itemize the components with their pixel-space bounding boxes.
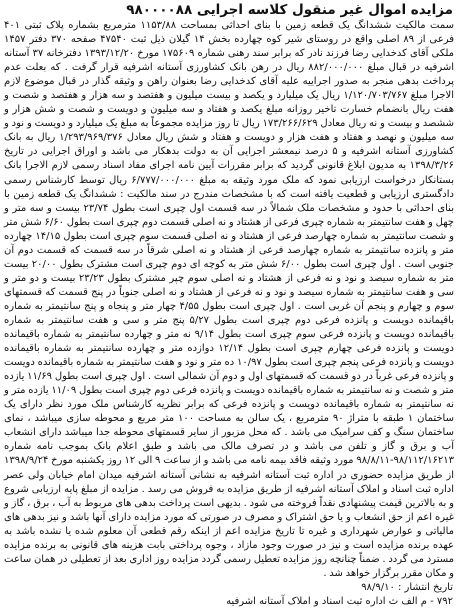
notice-body: سمت مالکیت ششدانگ یک قطعه زمین با بنای احداثی بمساحت ۱۱۵۳/۸۸ مترمربع بشماره پلاک ثبتی ۴۰۱ فرعی از ۸۹ اصلی واقع در روستای شیر کوه چهارده بخش ۱۴ گیلان ذیل ثبت ۴۷۵۴۰ صفحه ۳۷۰ دفتر ۱۴۵۷ ملکی آقای کدخدایی رضا فرزند نادر که برابر سند رهنی شماره ۱۷۵۶۰۹ مورخ ۱۳۹۳/۱۲/۲۰ دفترخانه ۳۷ آستانه اشرفیه در قبال مبلغ ۸۸۲/۰۰۰/۰۰۰ ریال در رهن بانک کشاورزی آستانه اشرفیه قرار گرفت . که بعلت عدم پرداخت بدهی منجر به صدور اجراییه علیه آقای کدخدایی رضا بعنوان راهن و وثیقه گذار در قبال موضوع لازم الاجرا مبلغ ۱/۱۲۰/۷۰۳/۷۶۷ ریال یک میلیارد و یکصد و بیست میلیون و هفتصد و سه هزار و هفتصد و شصت و هفت ریال بانضمام خسارت تاخیر روزانه مبلغ یکصد و هفتاد و سه میلیون و دویست و شصت و شش هزار و ششصد و بیست و نه ریال معادل ۱۷۳/۲۶۶/۶۲۹ ریال تا روز مزایده مجموعاً به مبلغ یک میلیارد و دویست و نود و سه میلیون و نهصد و هفتاد و هفت هزار و دویست و هفتاد و شش ریال معادل ۱/۲۹۳/۹۶۹/۳۷۶ ریال به بانک کشاورزی آستانه اشرفیه و ۵ درصد نیمعشر اجرایی آن به دولت بدهکار می باشد و اوراق اجرایی در تاریخ ۱۳۹۸/۳/۲۶ به مدیون ابلاغ قانونی گردید که برابر مقررات آیین نامه اجرای مفاد اسناد رسمی لازم الاجرا بانک بستانکار درخواست ارزیابی نمود که ملک مورد وثیقه به مبلغ ۶/۷۷۷/۰۰۰/۰۰۰ ریال توسط کارشناس رسمی دادگستری ارزیابی و قطعیت یافته است که با مشخصات مندرج در سند مالکیت : ششدانگ یک قطعه زمین با بنای احداثی با حدود و مشخصات ملک شمالاً در سه قسمت اول چپری است بطول ۲۳/۷۴ بیست و سه متر و چهل و هفت سانتیمتر به شماره چپری فرعی از هشتاد و نه اصلی قسمت دوم چپری است بطول ۶/۶۰ شش متر و شصت سانتیمتر به شماره چهارصد فرعی از هشتاد و نه اصلی قسمت سوم چپری است بطول ۱۴/۱۵ چهارده متر و پانزده سانتیمتر به شماره چهارصد فرعی از هشتاد و نه اصلی شرقاً در سه قسمت که قسمت دوم آن جنوبی است . اول چپری است بطول ۶/۰۰ شش متر به کوچه ای دوم چپری است مشترک بطول ۲۰/۰۰ بیست متر به شماره سیصد و نود و نه فرعی از هشتاد و نه اصلی سوم چپر مشترک بطول ۲۳/۲۳ بیست و دو متر و سی و هفت سانتیمتر به شماره سیصد و نود و نه فرعی از هشتاد و نه اصلی جنوباً در پنج قسمت که قسمتهای سوم و چهارم و پنجم آن غربی است . اول چپری است بطول ۴/۵۵ چهار متر و پنجاه و پنج سانتیمتر به شماره باقیمانده دویست و پانزده فرعی دوم چپری است بطول ۵/۲۷ پنج متر و سی و هفت سانتیمتر به شماره باقیمانده دویست و پانزده فرعی سوم چپری است بطول ۹/۱۴ نه متر و چهارده سانتیمتر به شماره باقیمانده دویست و پانزده فرعی چهارم چپری است بطول ۱۲/۱۴ دوازده متر و چهارده سانتیمتر به شماره باقیمانده دویست و پانزده فرعی پنجم چپری است بطول ۱۰/۹۷ ده متر و نود و هفت سانتیمتر به شماره باقیمانده دویست و پانزده فرعی غرباً در دو قسمت که قسمتهای اول و دوم آن شمالی است . اول چپری است بطول ۱۱/۶۹ یازده متر و شصت و نه سانتیمتر به شماره باقیمانده دویست و پانزده فرعی دوم چپری است بطول ۱۱/۰۹ یازده متر و نه سانتیمتر به شماره باقیمانده دویست و پانزده فرعی که برابر نظریه کارشناس ملک مورد نظر دارای یک ساختمان ۱ طبقه با متراژ ۹۰ مترمربع ، یک سالن به مساحت ۱۰۰ متر مربع و محوطه سازی میباشد ، نمای ساختمان سنگ و کف سرامیک می باشد . که محل مزبور از سایر قسمتهای محوطه جدا میباشد دارای انشعاب آب و برق و گاز و تلفن می باشد و در تصرف مالک می باشد و طبق اعلام بانک بموجب نامه شماره ۹۸/۱۱۲/۱۶۲۱۳-۹۸/۸/۱۱ مورد وثیقه فاقد بیمه نامه می باشد و از ساعت ۹ الی ۱۲ روز یکشنبه مورخ ۱۳۹۸/۹/۲۴ از طریق مزایده حضوری در اداره ثبت آستانه اشرفیه به نشانی آستانه اشرفیه میدان امام خیابان ولی عصر اداره ثبت اسناد و املاک آستانه اشرفیه از طریق مزایده به فروش می رسد . مزایده از مبلغ پایه ارزیابی شروع و به بالاترین قیمت پیشنهادی نقداً فروخته می شود . بدیهی است پرداخت بدهی های مربوط به آب ، برق ، گاز و غیره اعم از حق انشعاب و یا حق اشتراک و مصرف در صورتی که مورد مزایده دارای آنها باشد و نیز بدهی های مالیاتی و عوارض شهرداری و غیره تا تاریخ مزایده اعم از اینکه رقم قطعی آن معلوم شده یا نشده باشد به عهده برنده مزایده است و نیز در صورت وجود مازاد ، وجوه پرداختی بابت هزینه های قانونی به برنده مزایده مسترد می گردد . ضمناً چنانچه روز مزایده تعطیل رسمی گردد مزایده روز اداری بعد از تعطیلی در همان ساعت و مکان مقرر برگزار خواهد شد . [4, 20, 455, 579]
notice-article [2, 0, 456, 607]
publication-date-line [2, 581, 453, 595]
notice-title: مزایده اموال غیر منقول کلاسه اجرایی ۹۸۰۰۰۰۸۸ [126, 2, 453, 18]
publication-date-label: تاریخ انتشار : [398, 581, 453, 593]
publication-date-value: ۹۸/۹/۱۰ [361, 581, 395, 593]
notice-signature: ۷۹۲ - م الف ث اداره ثبت اسناد و املاک آستانه اشرفیه [226, 595, 453, 607]
